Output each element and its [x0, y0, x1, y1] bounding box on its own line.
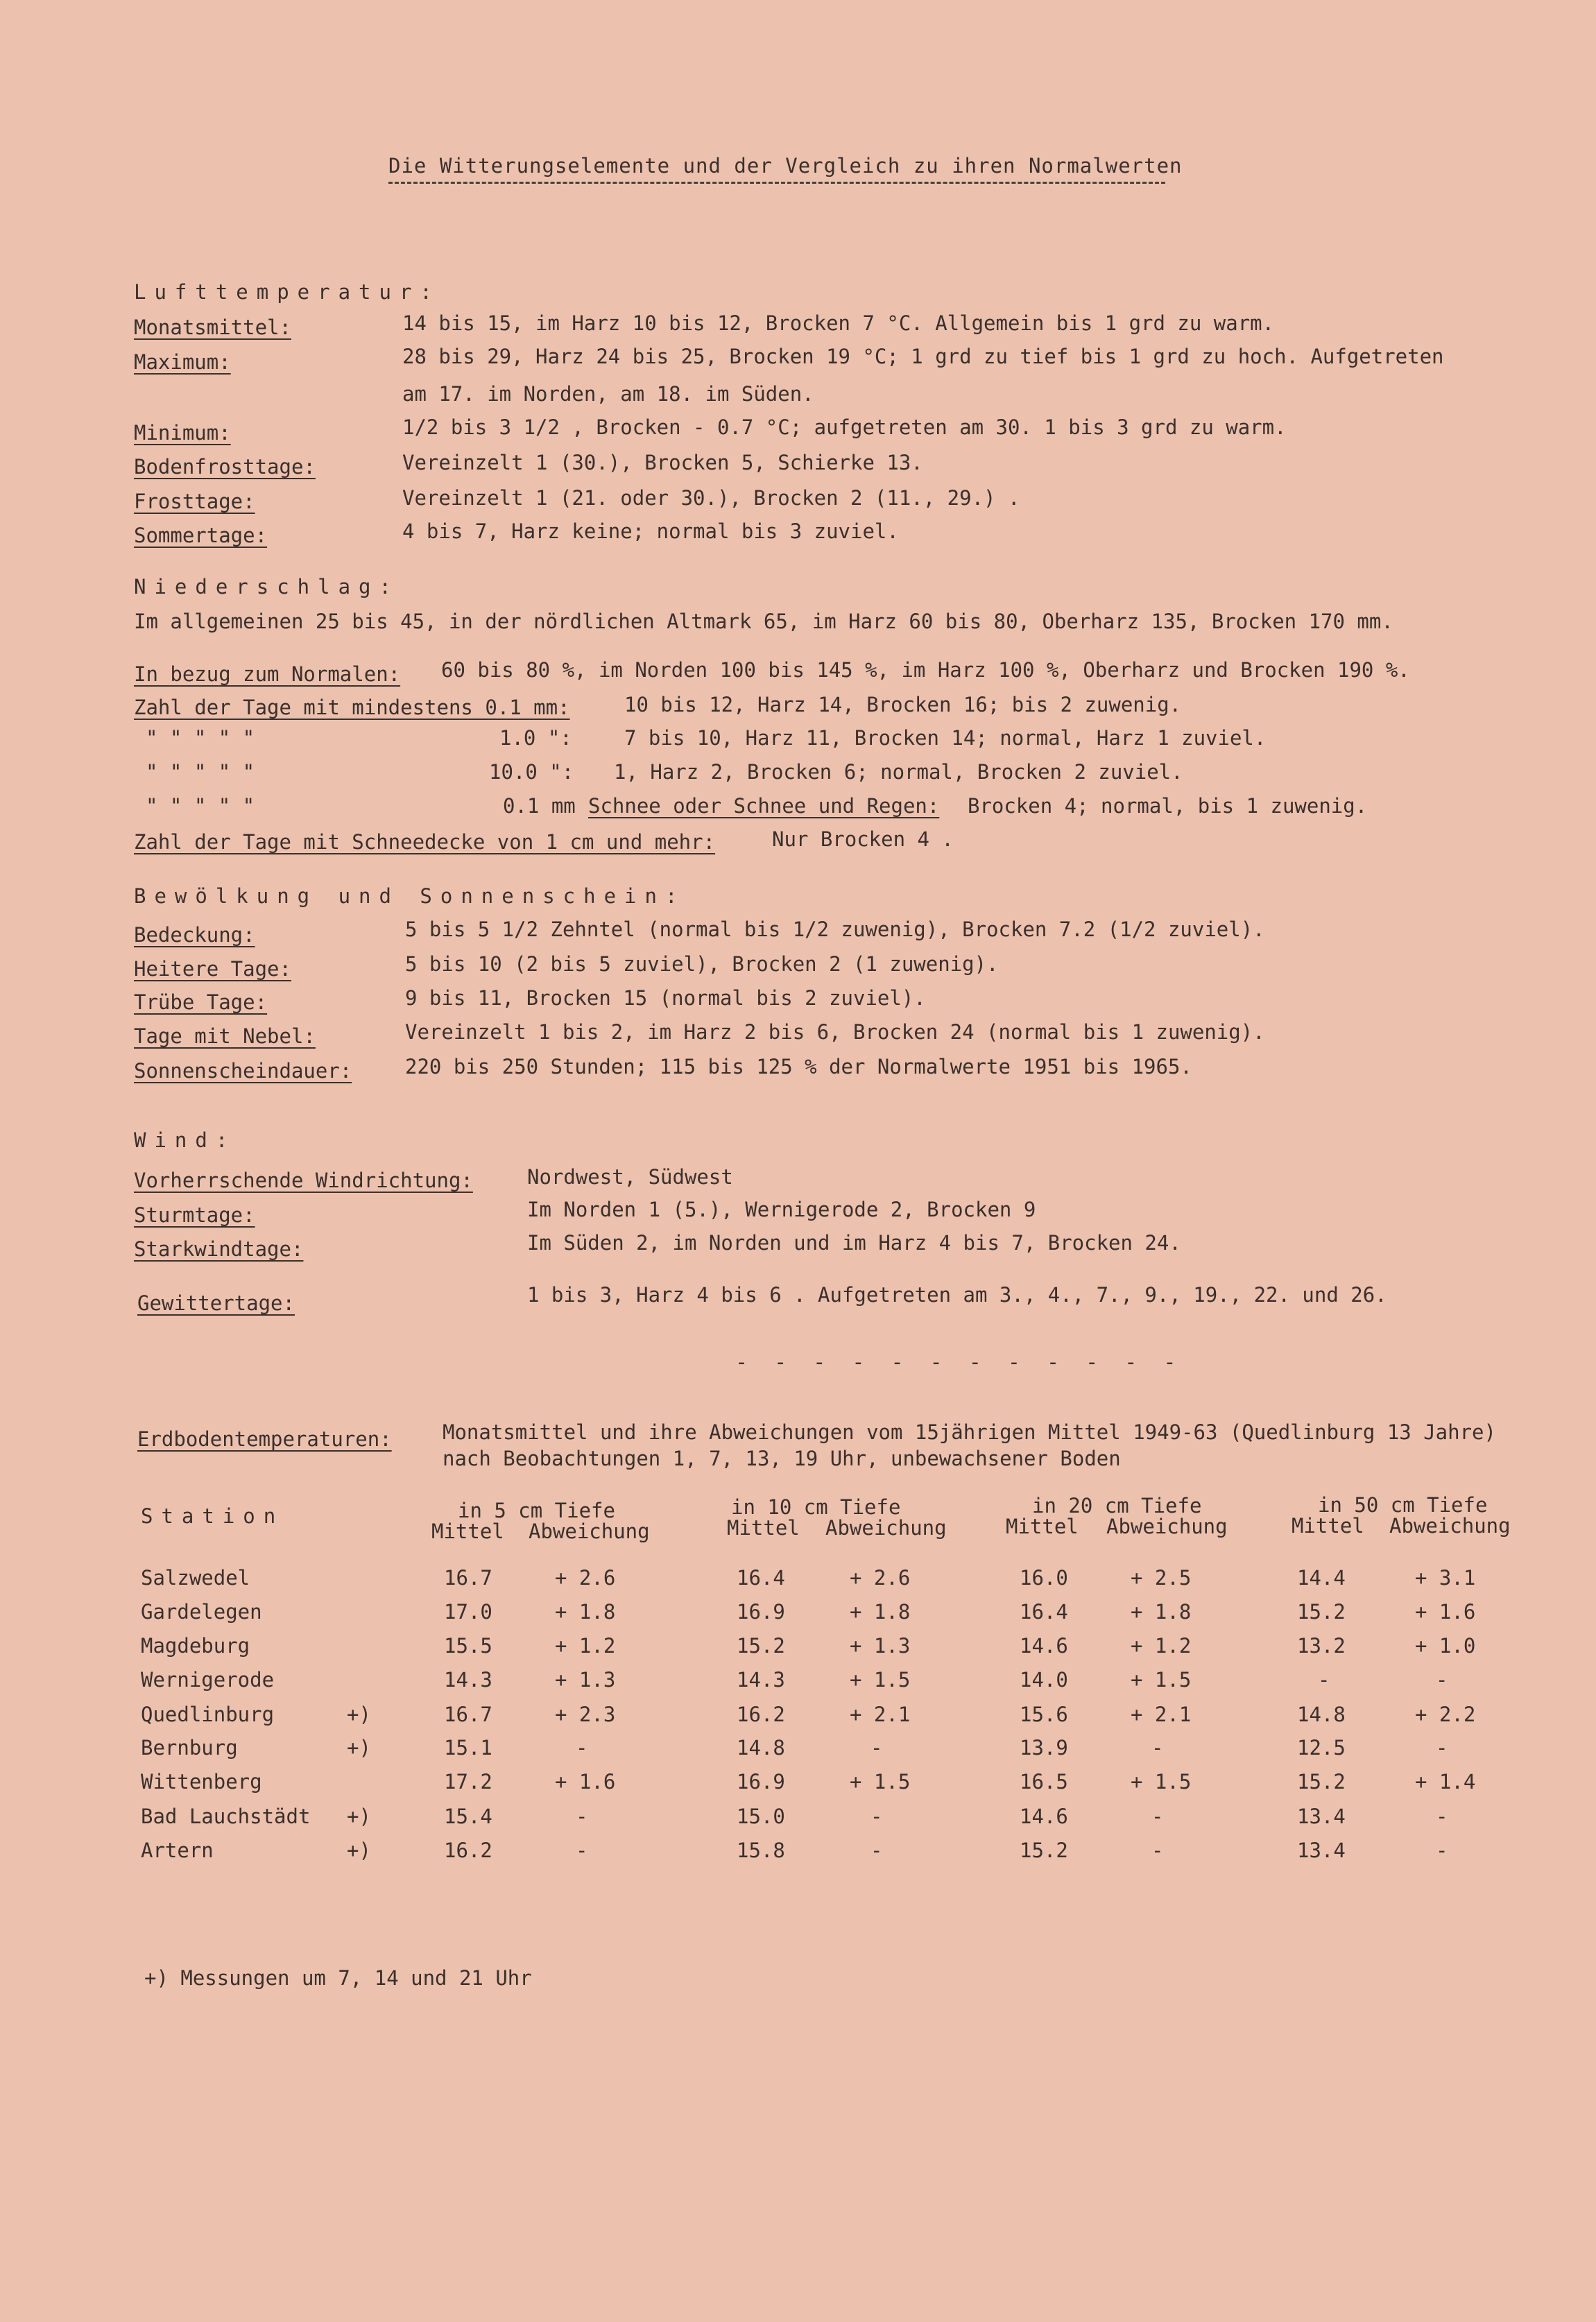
text-truebe-tage: 9 bis 11, Brocken 15 (normal bis 2 zuviel). — [405, 986, 926, 1010]
label-windrichtung: Vorherrschende Windrichtung: — [134, 1169, 473, 1192]
label-sturmtage: Sturmtage: — [134, 1203, 255, 1227]
header-depth-20: in 20 cm Tiefe — [1032, 1494, 1202, 1517]
value-1-0mm: 1.0 ": — [499, 726, 572, 750]
table-cell: 16.0 — [1020, 1566, 1068, 1590]
header-abweichung-50: Abweichung — [1389, 1514, 1511, 1538]
table-row-footnote-mark: +) — [347, 1703, 371, 1726]
text-windrichtung: Nordwest, Südwest — [527, 1165, 733, 1189]
table-cell: + 1.5 — [1131, 1770, 1192, 1794]
table-cell: - — [1151, 1805, 1164, 1828]
text-frosttage: Vereinzelt 1 (21. oder 30.), Brocken 2 (11., 29.) . — [402, 486, 1020, 510]
section-separator: - - - - - - - - - - - - — [735, 1350, 1183, 1375]
label-erdbodentemperaturen: Erdbodentemperaturen: — [137, 1427, 392, 1451]
header-mittel-10: Mittel — [727, 1516, 800, 1540]
table-row-footnote-mark: +) — [347, 1805, 371, 1828]
table-cell: 13.2 — [1297, 1634, 1346, 1658]
erdboden-desc-1: Monatsmittel und ihre Abweichungen vom 15jährigen Mittel 1949-63 (Quedlinburg 13 Jahre) — [443, 1420, 1496, 1444]
table-row-station-name: Salzwedel — [141, 1566, 250, 1590]
label-truebe-tage: Trübe Tage: — [134, 990, 268, 1014]
table-cell: + 1.2 — [1131, 1634, 1192, 1658]
header-depth-50: in 50 cm Tiefe — [1318, 1493, 1488, 1517]
table-row-station-name: Bernburg — [141, 1736, 238, 1760]
table-cell: 15.1 — [444, 1736, 492, 1760]
table-cell: 15.2 — [737, 1634, 785, 1658]
table-row-station-name: Bad Lauchstädt — [141, 1805, 311, 1828]
label-monatsmittel: Monatsmittel: — [134, 316, 291, 339]
table-row-station-name: Magdeburg — [141, 1634, 250, 1658]
table-cell: - — [576, 1839, 588, 1862]
table-cell: 15.6 — [1020, 1703, 1068, 1726]
label-sommertage: Sommertage: — [134, 524, 268, 547]
erdboden-desc-2: nach Beobachtungen 1, 7, 13, 19 Uhr, unbewachsener Boden — [443, 1447, 1121, 1470]
table-cell: + 1.2 — [555, 1634, 616, 1658]
table-row-footnote-mark: +) — [347, 1839, 371, 1862]
page-title: Die Witterungselemente und der Vergleich zu ihren Normalwerten — [388, 154, 1183, 178]
table-cell: 16.7 — [444, 1566, 492, 1590]
text-10-0mm: 1, Harz 2, Brocken 6; normal, Brocken 2 zuviel. — [614, 760, 1183, 784]
table-cell: + 1.6 — [1415, 1600, 1476, 1624]
text-bezug-normalen: 60 bis 80 %, im Norden 100 bis 145 %, im Harz 100 %, Oberharz und Brocken 190 %. — [441, 658, 1410, 682]
text-sommertage: 4 bis 7, Harz keine; normal bis 3 zuviel. — [402, 519, 899, 543]
header-abweichung-20: Abweichung — [1106, 1515, 1228, 1538]
table-cell: + 2.1 — [850, 1703, 911, 1726]
table-cell: + 1.8 — [555, 1600, 616, 1624]
table-cell: 14.8 — [1297, 1703, 1346, 1726]
section-niederschlag: Niederschlag: — [134, 575, 400, 599]
table-cell: 16.2 — [444, 1839, 492, 1862]
table-cell: + 2.2 — [1415, 1703, 1476, 1726]
text-bodenfrosttage: Vereinzelt 1 (30.), Brocken 5, Schierke 13. — [402, 451, 923, 474]
label-gewittertage: Gewittertage: — [137, 1291, 295, 1315]
table-cell: + 1.0 — [1415, 1634, 1476, 1658]
section-bewoelkung: Bewölkung und Sonnenschein: — [134, 884, 686, 908]
table-row-station-name: Wernigerode — [141, 1668, 275, 1692]
text-starkwindtage: Im Süden 2, im Norden und im Harz 4 bis 7, Brocken 24. — [527, 1231, 1181, 1255]
table-cell: 14.0 — [1020, 1668, 1068, 1692]
table-cell: - — [870, 1839, 883, 1862]
table-cell: + 1.3 — [555, 1668, 616, 1692]
text-gewittertage: 1 bis 3, Harz 4 bis 6 . Aufgetreten am 3., 4., 7., 9., 19., 22. und 26. — [527, 1283, 1387, 1307]
table-cell: + 1.4 — [1415, 1770, 1476, 1794]
value-10-0mm: 10.0 ": — [489, 760, 574, 784]
table-cell: 16.4 — [1020, 1600, 1068, 1624]
text-1-0mm: 7 bis 10, Harz 11, Brocken 14; normal, Harz 1 zuviel. — [624, 726, 1267, 750]
table-cell: + 3.1 — [1415, 1566, 1476, 1590]
table-cell: 14.6 — [1020, 1634, 1068, 1658]
header-abweichung-5: Abweichung — [529, 1520, 650, 1543]
table-cell: 15.4 — [444, 1805, 492, 1828]
table-cell: 13.4 — [1297, 1839, 1346, 1862]
table-cell: + 1.5 — [850, 1668, 911, 1692]
table-cell: 14.6 — [1020, 1805, 1068, 1828]
table-cell: 17.0 — [444, 1600, 492, 1624]
table-header-station: Station — [141, 1504, 284, 1528]
table-cell: + 2.1 — [1131, 1703, 1192, 1726]
label-frosttage: Frosttage: — [134, 490, 255, 513]
ditto-marks-2: " " " " " — [146, 760, 255, 784]
table-row-station-name: Artern — [141, 1839, 214, 1862]
table-cell: 15.5 — [444, 1634, 492, 1658]
label-schneedecke: Zahl der Tage mit Schneedecke von 1 cm und mehr: — [134, 830, 716, 854]
table-cell: - — [1436, 1839, 1448, 1862]
label-minimum: Minimum: — [134, 421, 231, 445]
text-sturmtage: Im Norden 1 (5.), Wernigerode 2, Brocken 9 — [527, 1198, 1036, 1221]
table-cell: + 1.3 — [850, 1634, 911, 1658]
table-cell: 16.4 — [737, 1566, 785, 1590]
label-heitere-tage: Heitere Tage: — [134, 957, 291, 981]
table-cell: 16.9 — [737, 1770, 785, 1794]
table-row-station-name: Gardelegen — [141, 1600, 262, 1624]
table-row-station-name: Wittenberg — [141, 1770, 262, 1794]
ditto-marks-1: " " " " " — [146, 726, 255, 750]
label-bezug-normalen: In bezug zum Normalen: — [134, 662, 401, 686]
table-cell: + 2.5 — [1131, 1566, 1192, 1590]
table-cell: 16.2 — [737, 1703, 785, 1726]
table-cell: - — [1436, 1805, 1448, 1828]
table-cell: 16.7 — [444, 1703, 492, 1726]
table-cell: - — [1151, 1736, 1164, 1760]
label-sonnenscheindauer: Sonnenscheindauer: — [134, 1059, 352, 1083]
label-tage-nebel: Tage mit Nebel: — [134, 1024, 316, 1048]
label-tage-mindestens: Zahl der Tage mit mindestens 0.1 mm: — [134, 696, 570, 719]
text-maximum: 28 bis 29, Harz 24 bis 25, Brocken 19 °C; 1 grd zu tief bis 1 grd zu hoch. Aufgetreten — [402, 345, 1444, 368]
table-cell: 15.8 — [737, 1839, 785, 1862]
table-cell: 14.3 — [737, 1668, 785, 1692]
table-cell: - — [576, 1736, 588, 1760]
table-row-footnote-mark: +) — [347, 1736, 371, 1760]
header-abweichung-10: Abweichung — [825, 1516, 947, 1540]
niederschlag-allgemein: Im allgemeinen 25 bis 45, in der nördlichen Altmark 65, im Harz 60 bis 80, Oberharz 135, Brocken 170 mm. — [134, 610, 1393, 633]
label-starkwindtage: Starkwindtage: — [134, 1237, 304, 1261]
ditto-marks-3: " " " " " — [146, 794, 255, 818]
text-bedeckung: 5 bis 5 1/2 Zehntel (normal bis 1/2 zuwenig), Brocken 7.2 (1/2 zuviel). — [405, 918, 1265, 941]
table-cell: 14.8 — [737, 1736, 785, 1760]
footnote: +) Messungen um 7, 14 und 21 Uhr — [144, 1966, 532, 1990]
title-underline — [388, 182, 1165, 184]
table-cell: - — [870, 1736, 883, 1760]
header-mittel-20: Mittel — [1006, 1515, 1079, 1538]
section-wind: Wind: — [134, 1128, 237, 1152]
table-cell: - — [576, 1805, 588, 1828]
text-tage-mindestens: 10 bis 12, Harz 14, Brocken 16; bis 2 zuwenig. — [624, 693, 1182, 716]
table-cell: + 2.6 — [850, 1566, 911, 1590]
table-cell: + 1.5 — [1131, 1668, 1192, 1692]
table-cell: - — [1436, 1736, 1448, 1760]
value-0-1mm: 0.1 mm — [503, 794, 576, 818]
label-maximum: Maximum: — [134, 350, 231, 374]
label-schnee-regen: Schnee oder Schnee und Regen: — [588, 794, 940, 818]
header-mittel-50: Mittel — [1292, 1514, 1364, 1538]
table-cell: - — [1436, 1668, 1448, 1692]
section-lufttemperatur: Lufttemperatur: — [134, 280, 440, 304]
table-cell: 16.5 — [1020, 1770, 1068, 1794]
table-cell: - — [1151, 1839, 1164, 1862]
table-cell: - — [1318, 1668, 1330, 1692]
table-cell: 14.3 — [444, 1668, 492, 1692]
table-cell: + 2.6 — [555, 1566, 616, 1590]
table-cell: + 2.3 — [555, 1703, 616, 1726]
table-cell: 16.9 — [737, 1600, 785, 1624]
table-cell: 17.2 — [444, 1770, 492, 1794]
table-row-station-name: Quedlinburg — [141, 1703, 275, 1726]
label-bodenfrosttage: Bodenfrosttage: — [134, 455, 316, 479]
table-cell: + 1.8 — [1131, 1600, 1192, 1624]
table-cell: 15.2 — [1020, 1839, 1068, 1862]
text-monatsmittel: 14 bis 15, im Harz 10 bis 12, Brocken 7 °C. Allgemein bis 1 grd zu warm. — [402, 311, 1275, 335]
text-maximum-cont: am 17. im Norden, am 18. im Süden. — [402, 382, 814, 406]
table-cell: 15.2 — [1297, 1600, 1346, 1624]
text-schneedecke: Nur Brocken 4 . — [772, 827, 954, 851]
header-depth-5: in 5 cm Tiefe — [458, 1499, 615, 1522]
table-cell: 12.5 — [1297, 1736, 1346, 1760]
table-cell: + 1.6 — [555, 1770, 616, 1794]
text-minimum: 1/2 bis 3 1/2 , Brocken - 0.7 °C; aufgetreten am 30. 1 bis 3 grd zu warm. — [402, 415, 1287, 439]
table-cell: - — [870, 1805, 883, 1828]
table-cell: 13.4 — [1297, 1805, 1346, 1828]
text-tage-nebel: Vereinzelt 1 bis 2, im Harz 2 bis 6, Brocken 24 (normal bis 1 zuwenig). — [405, 1020, 1265, 1044]
header-depth-10: in 10 cm Tiefe — [731, 1495, 901, 1519]
label-bedeckung: Bedeckung: — [134, 923, 255, 947]
table-cell: + 1.8 — [850, 1600, 911, 1624]
text-sonnenscheindauer: 220 bis 250 Stunden; 115 bis 125 % der Normalwerte 1951 bis 1965. — [405, 1055, 1192, 1078]
table-cell: + 1.5 — [850, 1770, 911, 1794]
table-cell: 13.9 — [1020, 1736, 1068, 1760]
table-cell: 15.2 — [1297, 1770, 1346, 1794]
table-cell: 15.0 — [737, 1805, 785, 1828]
table-cell: 14.4 — [1297, 1566, 1346, 1590]
header-mittel-5: Mittel — [431, 1520, 504, 1543]
text-schnee-regen: Brocken 4; normal, bis 1 zuwenig. — [968, 794, 1368, 818]
text-heitere-tage: 5 bis 10 (2 bis 5 zuviel), Brocken 2 (1 zuwenig). — [405, 952, 999, 976]
